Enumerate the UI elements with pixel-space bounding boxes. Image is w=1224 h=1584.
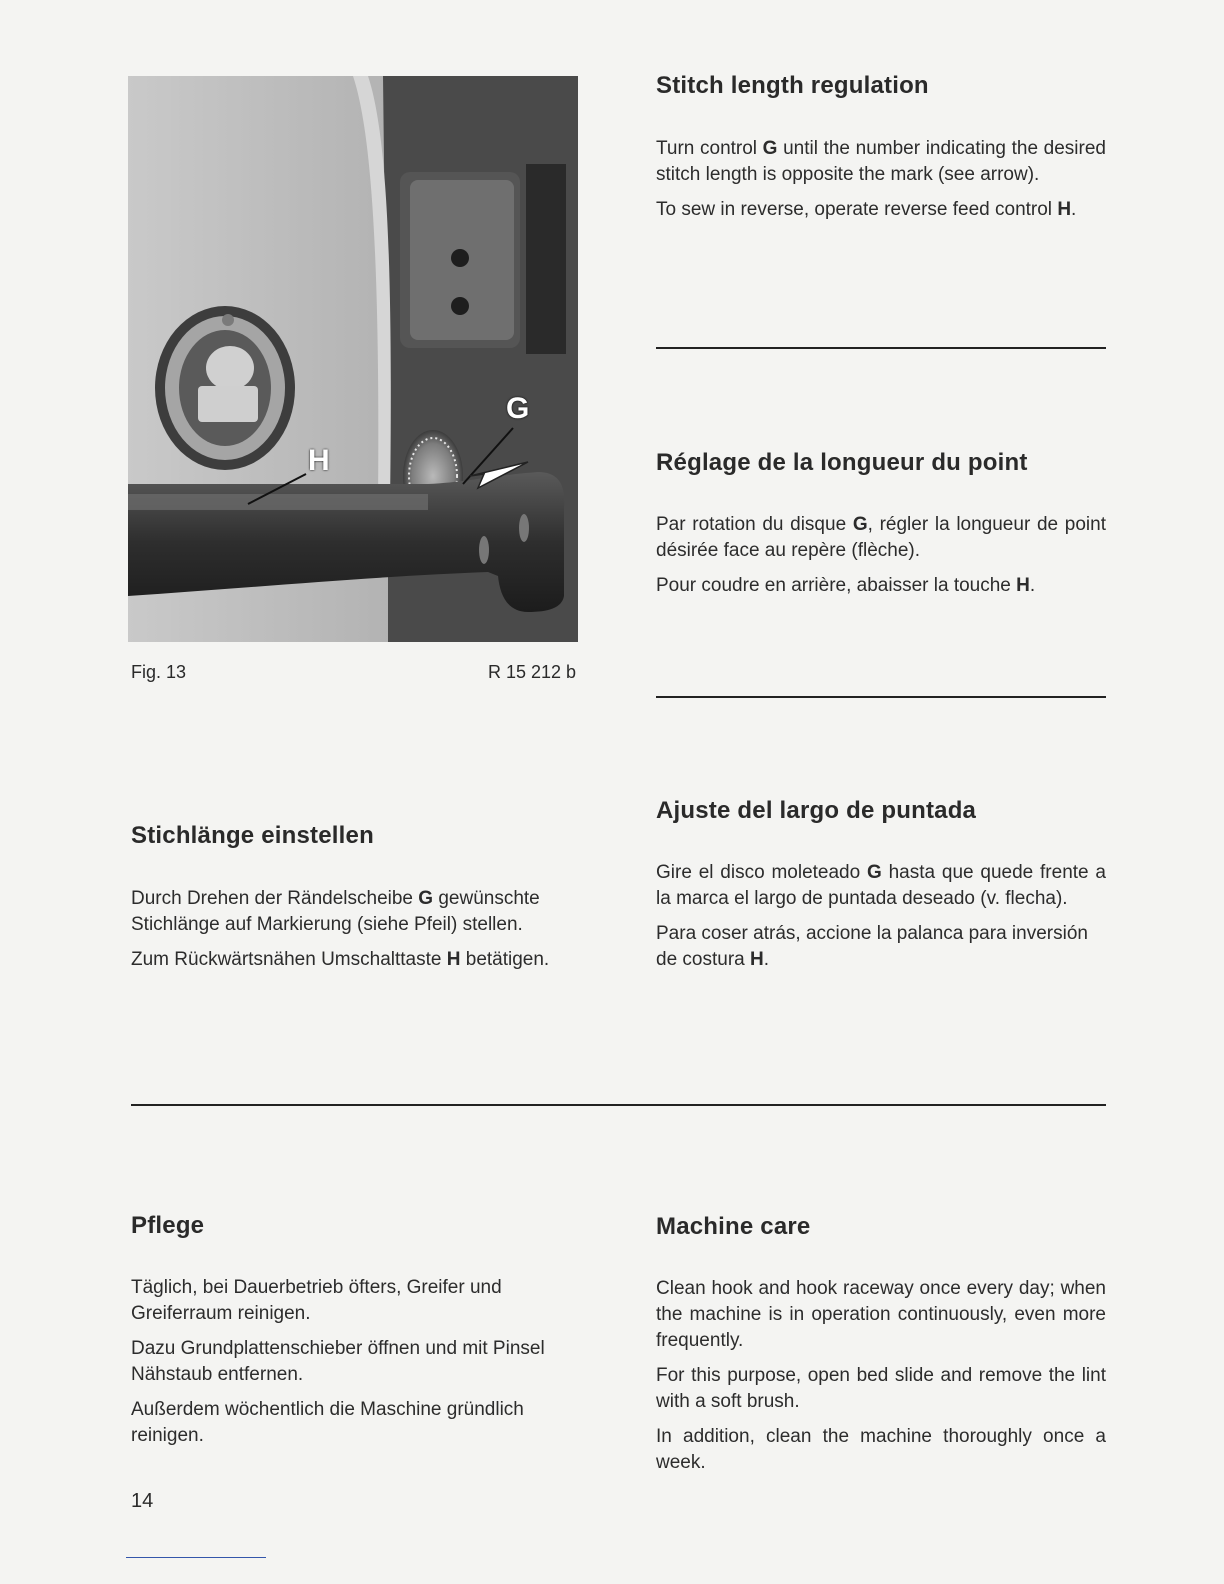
- section-machine-care-body: [656, 1276, 1106, 1485]
- paragraph: Durch Drehen der Rändelscheibe G gewünschte Stichlänge auf Markierung (siehe Pfeil) stellen.: [131, 888, 540, 935]
- paragraph: Para coser atrás, accione la palanca para inversión de costura H.: [656, 923, 1088, 970]
- figure-reference: R 15 212 b: [488, 662, 577, 682]
- paragraph: In addition, clean the machine thoroughly once a week.: [656, 1426, 1106, 1473]
- figure-label-h: H: [308, 444, 330, 477]
- section-stitch-length-regulation-body: [656, 136, 1106, 232]
- paragraph: For this purpose, open bed slide and remove the lint with a soft brush.: [656, 1365, 1106, 1412]
- paragraph: Clean hook and hook raceway once every day; when the machine is in operation continuously, even more frequently.: [656, 1278, 1106, 1351]
- divider: [131, 1104, 1106, 1106]
- heading-stitch-length-regulation: Stitch length regulation: [656, 72, 929, 99]
- scan-artifact-line: [126, 1557, 266, 1558]
- paragraph: Zum Rückwärtsnähen Umschalttaste H betätigen.: [131, 949, 550, 970]
- divider: [656, 347, 1106, 349]
- section-pflege-body: [131, 1275, 581, 1458]
- section-ajuste-body: [656, 860, 1106, 982]
- paragraph: Par rotation du disque G, régler la longueur de point désirée face au repère (flèche).: [656, 514, 1106, 561]
- heading-ajuste-largo-puntada: Ajuste del largo de puntada: [656, 797, 977, 824]
- heading-reglage-longueur-point: Réglage de la longueur du point: [656, 449, 1028, 476]
- heading-machine-care: Machine care: [656, 1213, 811, 1240]
- divider: [656, 696, 1106, 698]
- figure-caption: Fig. 13: [131, 662, 187, 682]
- page-number: 14: [131, 1490, 154, 1512]
- heading-stichlaenge-einstellen: Stichlänge einstellen: [131, 822, 374, 849]
- paragraph: Täglich, bei Dauerbetrieb öfters, Greifer und Greiferraum reinigen.: [131, 1277, 502, 1324]
- paragraph: Gire el disco moleteado G hasta que quede frente a la marca el largo de puntada deseado (v. flecha).: [656, 862, 1106, 909]
- paragraph: Außerdem wöchentlich die Maschine gründlich reinigen.: [131, 1399, 524, 1446]
- section-stichlaenge-body: [131, 886, 581, 982]
- section-reglage-body: [656, 512, 1106, 608]
- heading-pflege: Pflege: [131, 1212, 205, 1239]
- machine-illustration: [128, 76, 578, 642]
- figure-label-g: G: [506, 392, 530, 425]
- paragraph: Dazu Grundplattenschieber öffnen und mit Pinsel Nähstaub entfernen.: [131, 1338, 545, 1385]
- paragraph: Pour coudre en arrière, abaisser la touche H.: [656, 575, 1036, 596]
- paragraph: To sew in reverse, operate reverse feed control H.: [656, 199, 1077, 220]
- figure-13-photo: [128, 76, 578, 642]
- paragraph: Turn control G until the number indicating the desired stitch length is opposite the mark (see arrow).: [656, 138, 1106, 185]
